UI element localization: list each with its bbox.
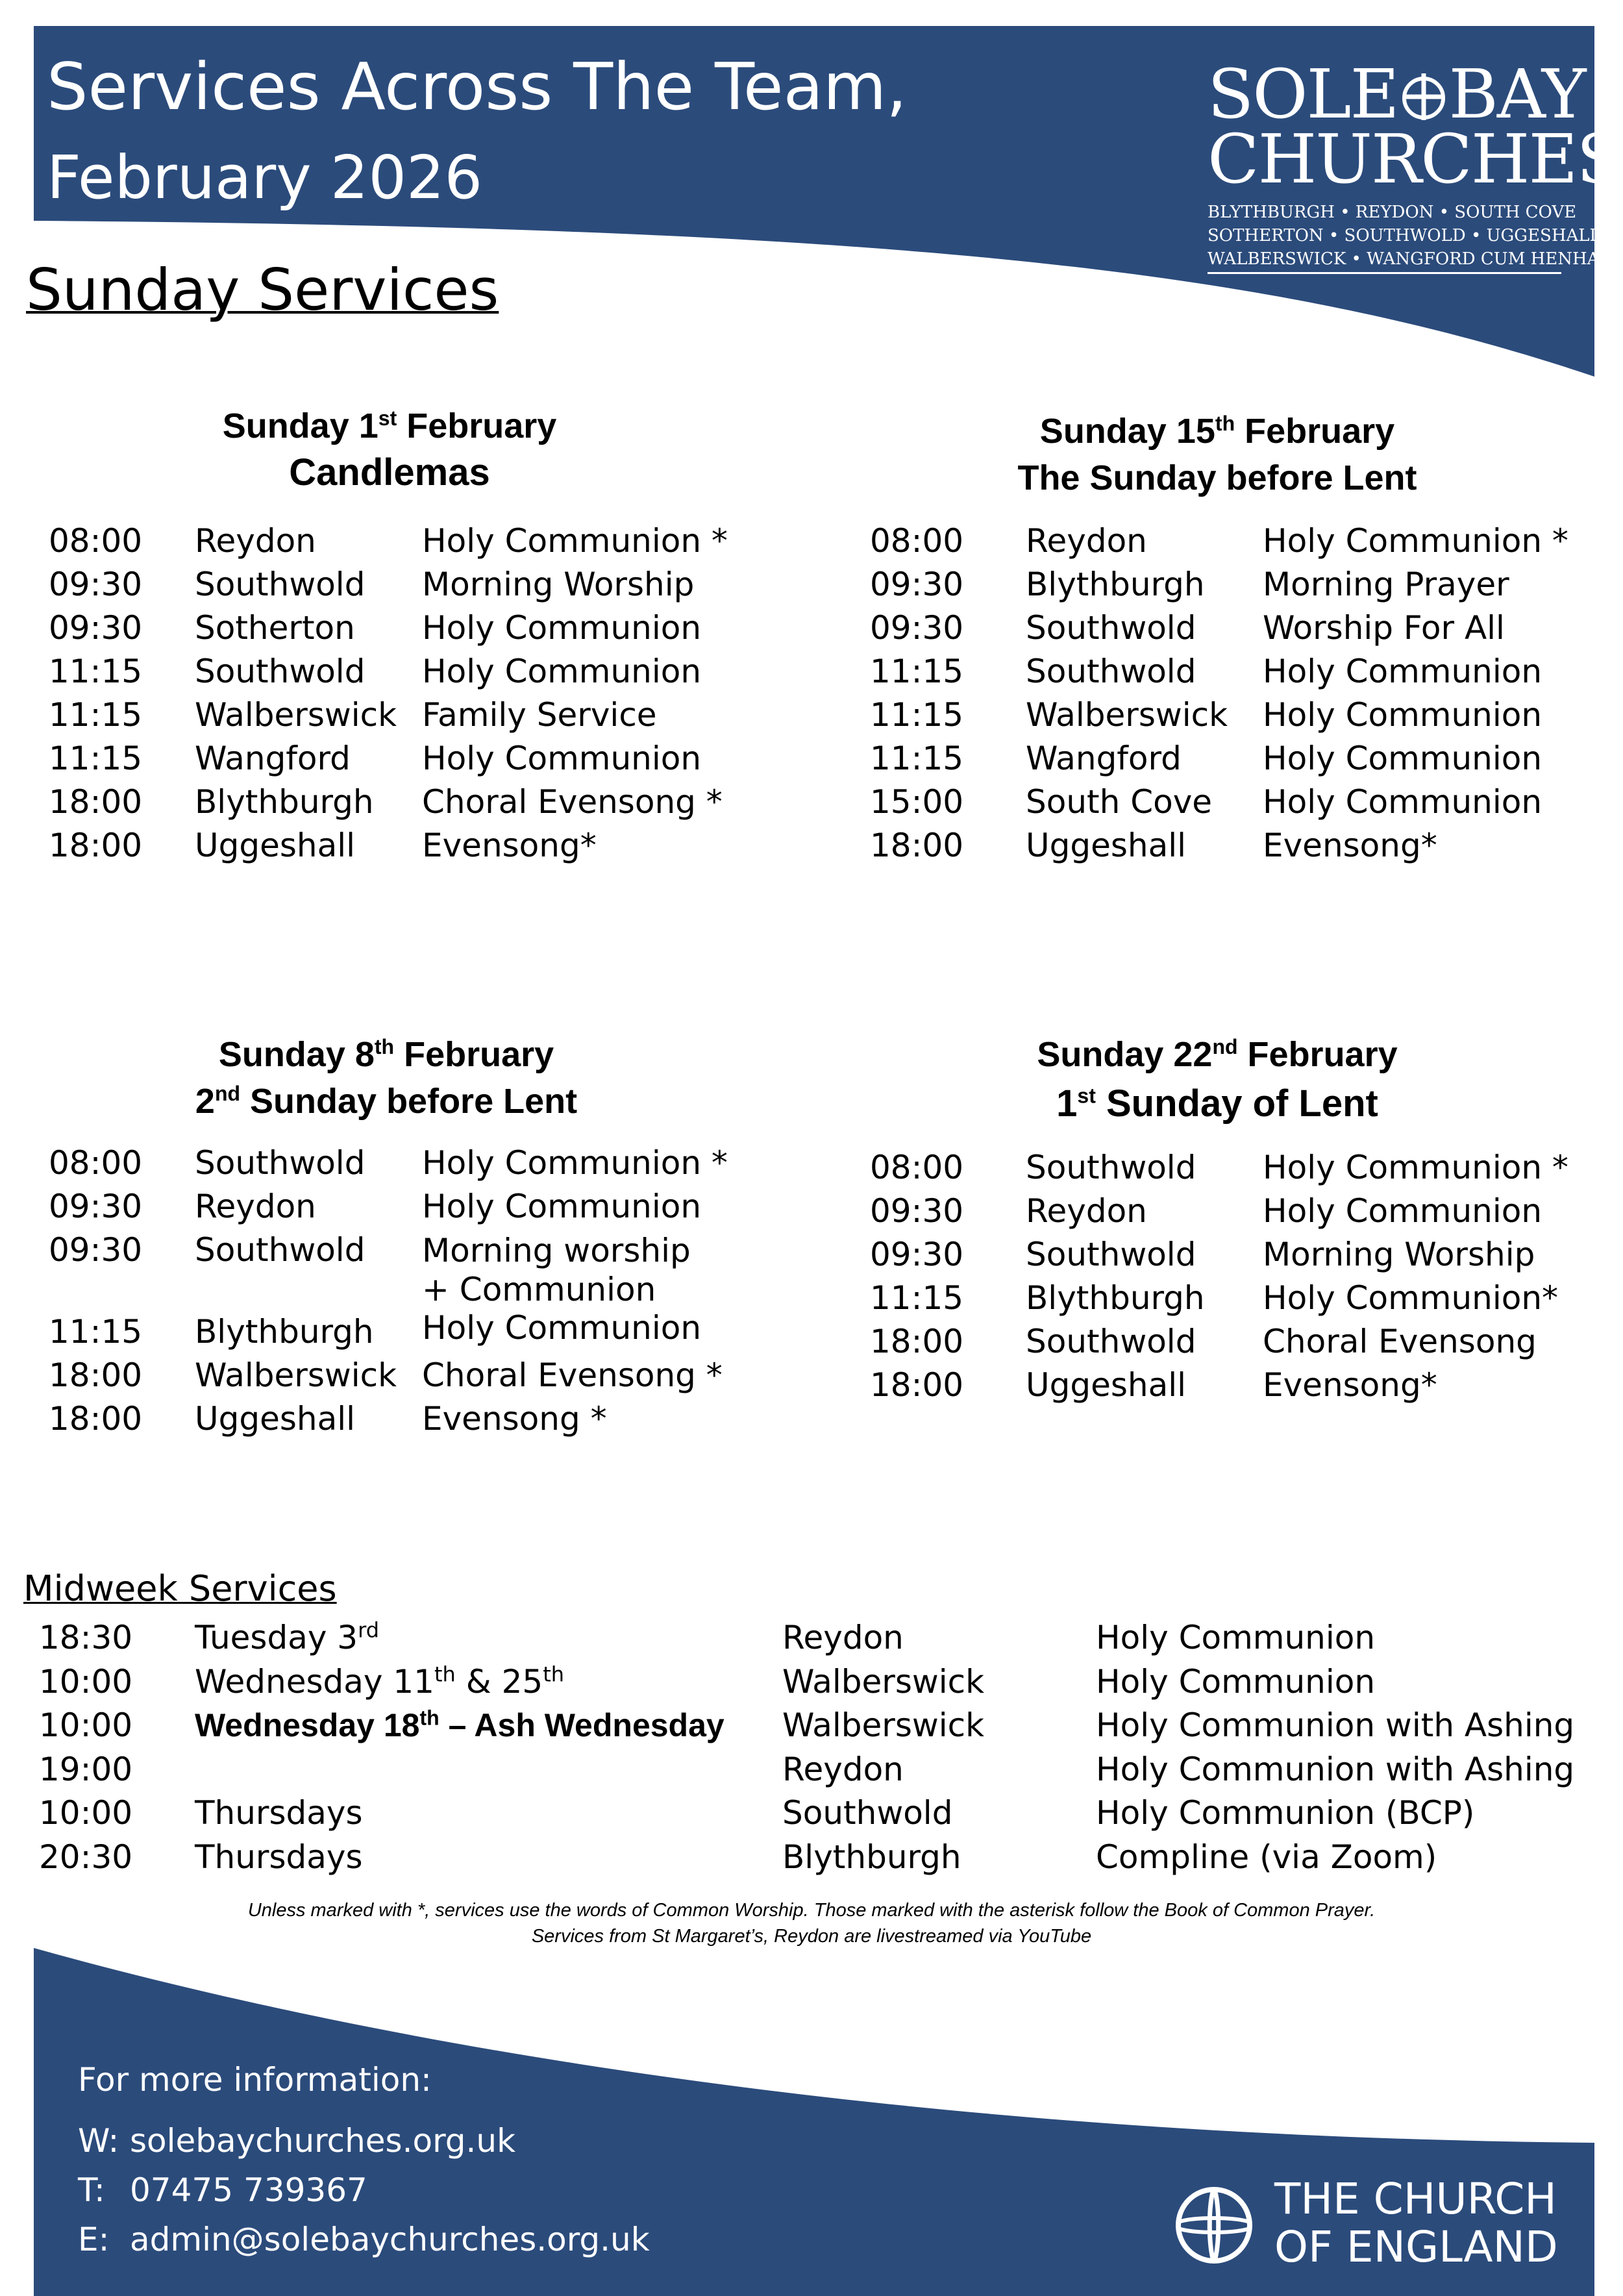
service-row: 08:00 Southwold Holy Communion *	[870, 1149, 1568, 1186]
more-info-label: For more information:	[78, 2061, 432, 2099]
footnote: Unless marked with *, services use the words of Common Worship. Those marked with the asterisk follow the Book of Common Prayer. Services from St Margaret’s, Reydon are livestreamed via YouTube	[247, 1900, 1376, 1947]
service-row: 09:30 Reydon Holy Communion	[870, 1192, 1542, 1230]
midweek-services-heading: Midweek Services	[23, 1568, 337, 1609]
service-row: 08:00 Southwold Holy Communion *	[49, 1144, 728, 1182]
day-heading: Sunday 22nd February 1st Sunday of Lent	[1037, 1035, 1398, 1125]
service-row: 11:15 Southwold Holy Communion	[49, 653, 702, 690]
church-of-england-logo: THE CHURCH OF ENGLAND	[1172, 2175, 1587, 2279]
service-list	[49, 519, 750, 867]
service-row: 18:00 Blythburgh Choral Evensong *	[49, 783, 723, 821]
solebay-churches-logo: SOLE BAY CHURCHES BLYTHBURGH • REYDON • SOUTH COVE SOTHERTON • SOUTHWOLD • UGGESHALL WALBERSWICK • WANGFORD CUM HENHAM	[1208, 62, 1571, 274]
service-row: 11:15 Walberswick Holy Communion	[870, 696, 1542, 734]
service-row: 09:30 Southwold Morning Worship	[870, 1236, 1535, 1273]
service-row: 11:15 Southwold Holy Communion	[870, 653, 1542, 690]
website-link[interactable]: solebaychurches.org.uk	[130, 2122, 516, 2160]
day-heading: Sunday 1st February Candlemas	[222, 406, 557, 493]
service-list	[870, 1146, 1591, 1407]
service-row: 18:00 Walberswick Choral Evensong *	[49, 1356, 723, 1394]
phone-number[interactable]: 07475 739367	[130, 2171, 367, 2209]
service-list	[870, 519, 1591, 867]
service-row: 18:00 Uggeshall Evensong*	[49, 827, 597, 864]
cross-circle-icon	[1401, 71, 1446, 120]
day-heading: Sunday 8th February 2nd Sunday before Lent	[195, 1035, 578, 1121]
service-row: 08:00 Reydon Holy Communion *	[49, 522, 728, 560]
service-row: 09:30 Sotherton Holy Communion	[49, 609, 702, 647]
service-row: 18:00 Uggeshall Evensong*	[870, 827, 1437, 864]
church-of-england-cross-icon	[1172, 2183, 1256, 2267]
service-row: 18:00 Uggeshall Evensong*	[870, 1366, 1437, 1404]
day-heading: Sunday 15th February The Sunday before Lent	[1017, 412, 1417, 497]
service-row: 11:15 Wangford Holy Communion	[870, 740, 1542, 777]
service-row: 09:30 Southwold Worship For All	[870, 609, 1505, 647]
service-row: 09:30 Southwold Morning Worship	[49, 566, 695, 603]
service-row: 15:00 South Cove Holy Communion	[870, 783, 1542, 821]
service-row: 11:15 Blythburgh Holy Communion*	[870, 1279, 1559, 1317]
sunday-services-heading: Sunday Services	[26, 256, 499, 323]
service-row: 11:15 Walberswick Family Service	[49, 696, 657, 734]
logo-underline	[1208, 272, 1561, 274]
service-row: 18:00 Southwold Choral Evensong	[870, 1323, 1537, 1360]
service-row: 11:15 Wangford Holy Communion	[49, 740, 702, 777]
service-row: 11:15 Blythburgh Holy Communion	[49, 1309, 702, 1351]
page-subtitle-month: February 2026	[47, 143, 483, 212]
service-list	[49, 1142, 750, 1441]
page-title: Services Across The Team,	[47, 49, 908, 125]
service-row: 08:00 Reydon Holy Communion *	[870, 522, 1568, 560]
service-row: 18:00 Uggeshall Evensong *	[49, 1400, 607, 1438]
contact-info: For more information: W: solebaychurches.org.uk T: 07475 739367 E: admin@solebaychurches.org.uk	[78, 2055, 650, 2264]
service-row: 09:30 Reydon Holy Communion	[49, 1188, 702, 1225]
service-row: 09:30 Southwold Morning worship + Communion	[49, 1231, 691, 1308]
service-row: 09:30 Blythburgh Morning Prayer	[870, 566, 1509, 603]
email-link[interactable]: admin@solebaychurches.org.uk	[130, 2221, 650, 2258]
